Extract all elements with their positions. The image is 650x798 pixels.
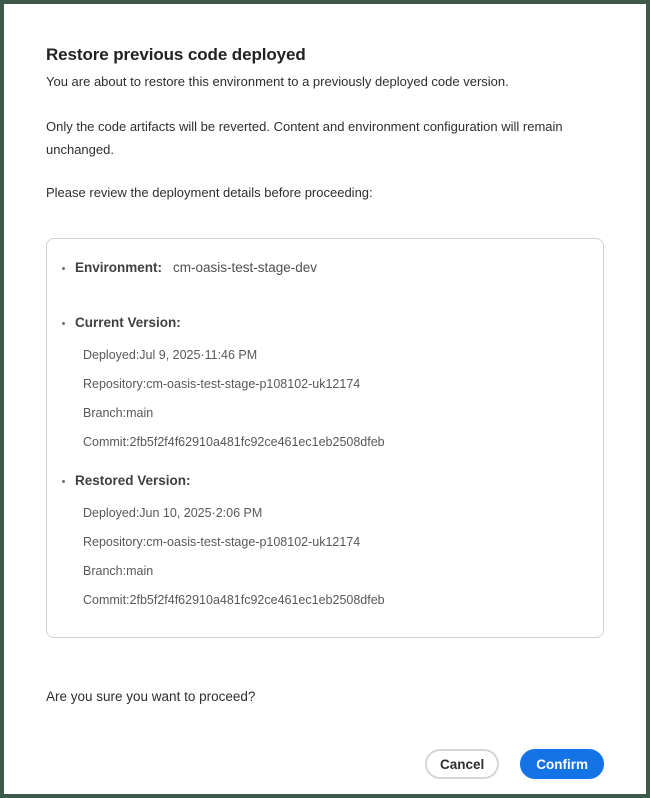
confirm-button[interactable]: Confirm (520, 749, 604, 779)
restored-commit-line: Commit:2fb5f2f4f62910a481fc92ce461ec1eb2508dfeb (83, 593, 385, 607)
restored-version-label: Restored Version: (75, 473, 191, 488)
restored-repository-line: Repository:cm-oasis-test-stage-p108102-uk12174 (83, 535, 361, 549)
environment-row (60, 259, 585, 276)
dialog-footer (46, 749, 604, 779)
restored-deployed-line: Deployed:Jun 10, 2025·2:06 PM (83, 506, 263, 520)
current-version-section (60, 314, 585, 450)
cancel-button[interactable]: Cancel (425, 749, 499, 779)
bullet-icon (62, 480, 65, 483)
bullet-icon (62, 267, 65, 270)
deployment-details-box (46, 238, 604, 638)
dialog-title: Restore previous code deployed (46, 45, 306, 64)
dialog-intro-text: You are about to restore this environment to a previously deployed code version. (46, 74, 509, 89)
current-repository-line: Repository:cm-oasis-test-stage-p108102-uk12174 (83, 377, 361, 391)
current-deployed-line: Deployed:Jul 9, 2025·11:46 PM (83, 348, 258, 362)
current-version-heading (60, 314, 585, 331)
confirm-prompt-text: Are you sure you want to proceed? (46, 689, 256, 704)
current-branch-line: Branch:main (83, 406, 154, 420)
restored-version-section (60, 472, 585, 608)
bullet-icon (62, 322, 65, 325)
current-version-label: Current Version: (75, 315, 181, 330)
restored-version-heading (60, 472, 585, 489)
dialog-note-text: Only the code artifacts will be reverted. Content and environment configuration will remain unchanged. (46, 119, 563, 157)
current-commit-line: Commit:2fb5f2f4f62910a481fc92ce461ec1eb2508dfeb (83, 435, 385, 449)
environment-value: cm-oasis-test-stage-dev (173, 260, 318, 275)
review-prompt-text: Please review the deployment details before proceeding: (46, 185, 373, 200)
restored-branch-line: Branch:main (83, 564, 154, 578)
environment-label: Environment: (75, 260, 163, 275)
